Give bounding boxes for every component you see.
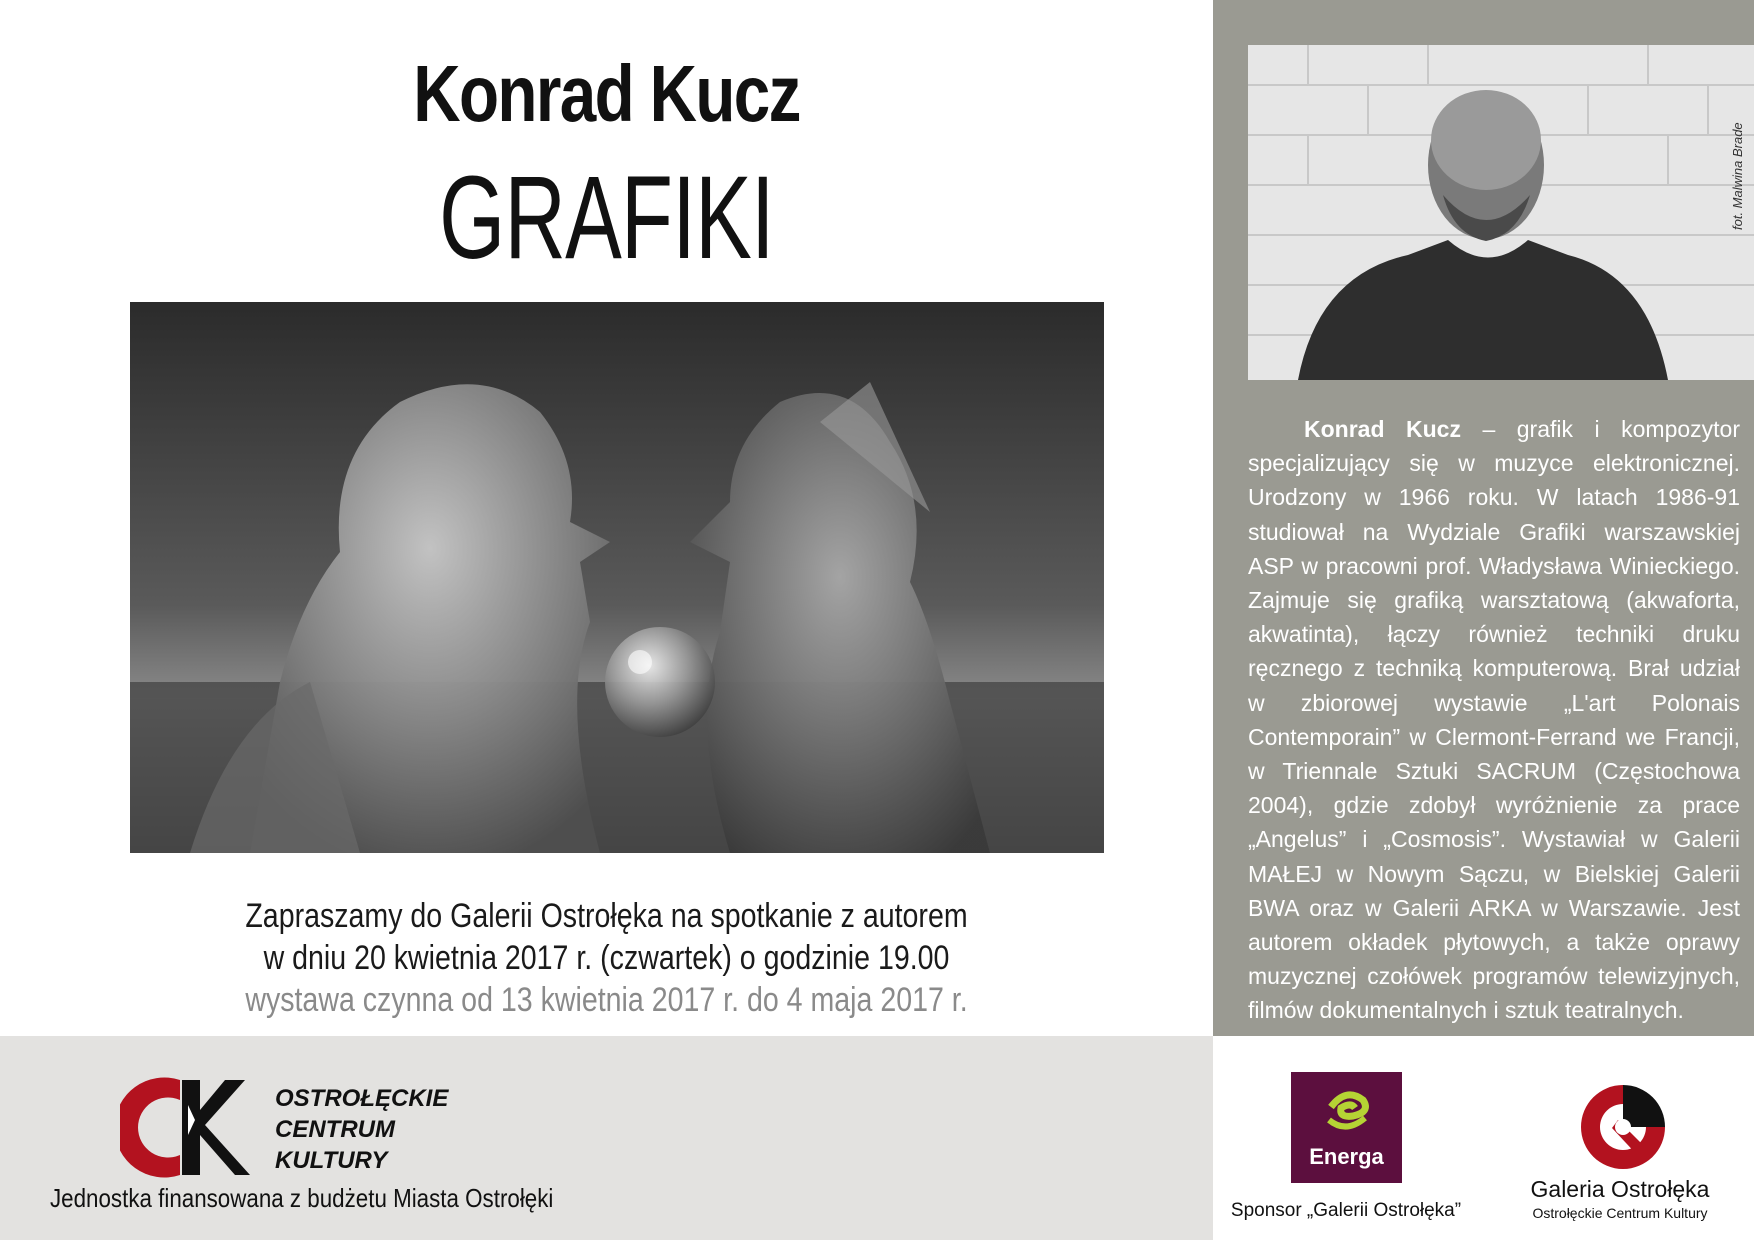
photo-credit: fot. Malwina Brade [1730, 122, 1745, 230]
artist-name-heading: Konrad Kucz [413, 49, 800, 138]
artwork-image [130, 302, 1104, 853]
bio-artist-name: Konrad Kucz [1304, 416, 1461, 442]
portrait-illustration [1248, 45, 1754, 380]
invitation-text [0, 895, 1213, 1021]
exhibition-title: GRAFIKI [439, 152, 774, 284]
artist-portrait [1248, 45, 1754, 380]
galeria-subtitle: Ostrołęckie Centrum Kultury [1532, 1205, 1708, 1221]
okc-name-line-2: CENTRUM [275, 1116, 395, 1143]
artwork-illustration [130, 302, 1104, 853]
sponsor-text: Sponsor „Galerii Ostrołęka” [1230, 1200, 1462, 1221]
invitation-line-1: Zapraszamy do Galerii Ostrołęka na spotkanie z autorem [245, 897, 968, 935]
okc-name-line-3: KULTURY [275, 1147, 388, 1174]
bio-body: – grafik i kompozytor specjalizujący się w muzyce elektronicznej. Urodzony w 1966 roku. W latach 1986-91 studiował na Wydziale Grafiki warszawskiej ASP w pracowni prof. Władysława Winieckiego. Zajmuje się grafiką warsztatową (akwaforta, akwatinta), łączy również techniki druku ręcznego z techniką komputerową. Brał udział w zbiorowej wystawie „L'art Polonais Contemporain” w Clermont-Ferrand we Francji, w Triennale Sztuki SACRUM (Częstochowa 2004), gdzie zdobył wyróżnienie za prace „Angelus” i „Cosmosis”. Wystawiał w Galerii MAŁEJ w Nowym Sączu, w Bielskiej Galerii BWA oraz w Galerii ARKA w Warszawie. Jest autorem okładek płytowych, a także oprawy muzycznej czołówek programów telewizyjnych, filmów dokumentalnych i sztuk teatralnych. [1248, 416, 1740, 1024]
artist-bio [1248, 412, 1740, 1028]
okc-name [275, 1083, 448, 1176]
exhibition-dates: wystawa czynna od 13 kwietnia 2017 r. do 4 maja 2017 r. [245, 981, 968, 1019]
bio-paragraph [1248, 412, 1740, 1028]
funding-note: Jednostka finansowana z budżetu Miasta Ostrołęki [50, 1183, 554, 1213]
galeria-logo-icon [1568, 1080, 1678, 1170]
galeria-name: Galeria Ostrołęka [1530, 1176, 1710, 1202]
invitation-line-2: w dniu 20 kwietnia 2017 r. (czwartek) o godzinie 19.00 [263, 939, 950, 977]
energa-label: Energa [1309, 1144, 1384, 1169]
okc-logo-icon [120, 1075, 250, 1180]
okc-name-line-1: OSTROŁĘCKIE [275, 1085, 449, 1112]
